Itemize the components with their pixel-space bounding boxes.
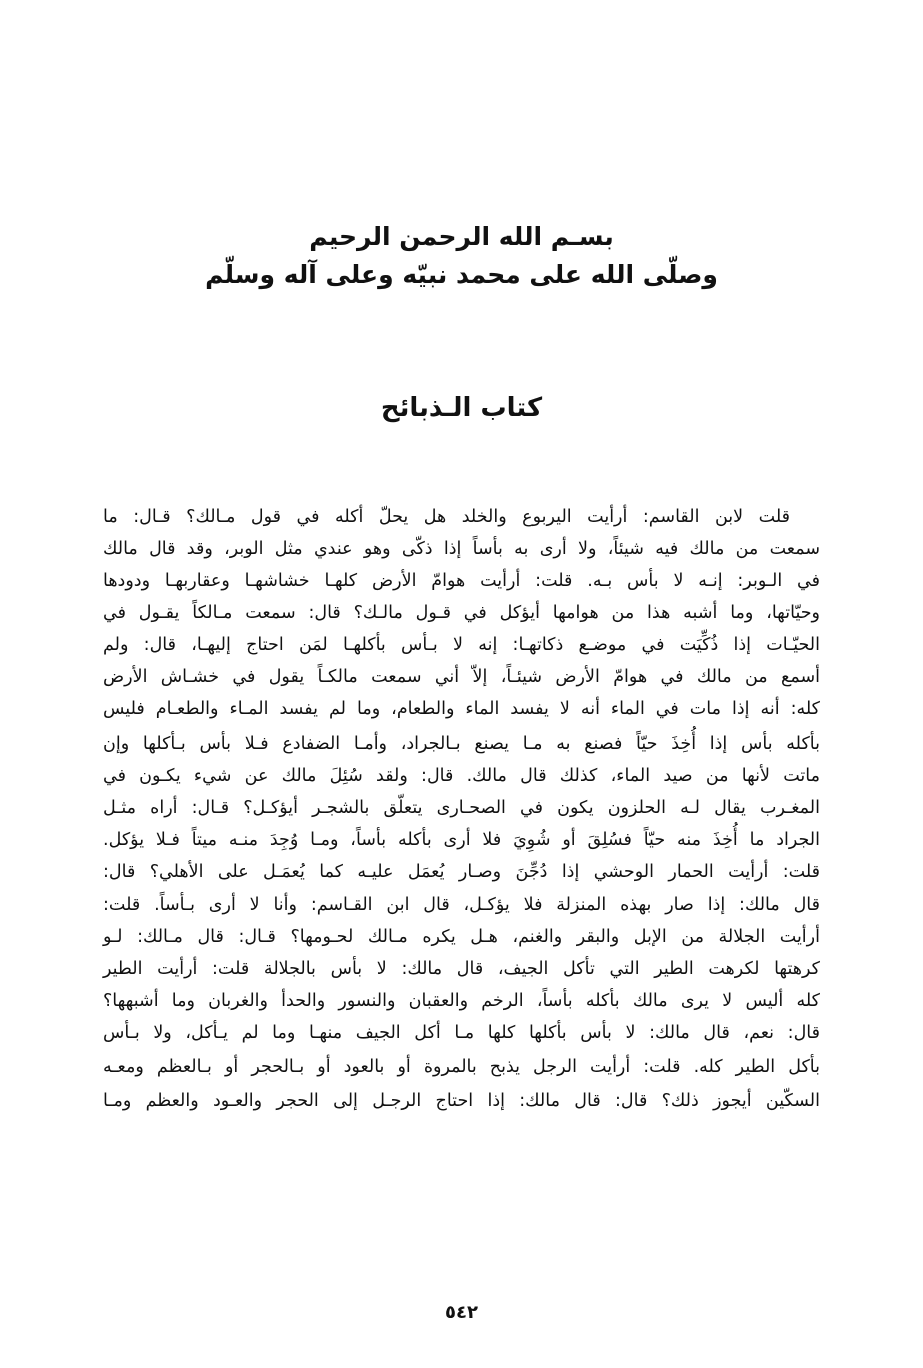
text-line: قلت: أرأيت الحمار الوحشي إذا دُجِّنَ وصـار يُعمَل عليـه كما يُعمَـل على الأهلي؟ قال: xyxy=(103,862,820,882)
text-line: الحيّـات إذا ذُكِّيَت في موضـع ذكاتهـا: إنه لا بـأس بأكلهـا لمَن احتاج إليهـا، قال: ولم xyxy=(103,635,820,655)
chapter-title: كتاب الـذبائح xyxy=(380,393,543,423)
text-line: ماتت لأنها من صيد الماء، كذلك قال مالك. قال: ولقد سُئِلَ مالك عن شيء يكـون في xyxy=(103,766,820,786)
text-line: كله أليس لا يرى مالك بأكله بأساً، الرخم والعقبان والنسور والحدأ والغربان وما أشبهها؟ xyxy=(103,991,820,1011)
text-line: وحيّاتها، وما أشبه هذا من هوامها أيؤكل في قـول مالـك؟ قال: سمعت مـالكاً يقـول في xyxy=(103,603,820,623)
basmala-heading: بسـم الله الرحمن الرحيم xyxy=(309,222,614,251)
text-line: سمعت من مالك فيه شيئاً، ولا أرى به بأساً إذا ذكّى وهو عندي مثل الوبر، وقد قال مالك xyxy=(103,539,820,559)
text-line: قلت لابن القاسم: أرأيت اليربوع والخلد هل يحلّ أكله في قول مـالك؟ قـال: ما xyxy=(103,507,790,527)
text-line: بأكل الطير كله. قلت: أرأيت الرجل يذبح بالمروة أو بالعود أو بـالحجر أو بـالعظم ومعـه xyxy=(103,1057,820,1077)
text-line: الجراد ما أُخِذَ منه حيّاً فسُلِقَ أو شُوِيَ فلا أرى بأكله بأساً، ومـا وُجِدَ منـه ميتاً فـلا يؤكل. xyxy=(103,830,820,850)
salutation-heading: وصلّى الله على محمد نبيّه وعلى آله وسلّم xyxy=(205,260,718,289)
text-line: المغـرب يقال لـه الحلزون يكون في الصحـارى يتعلّق بالشجـر أيؤكـل؟ قـال: أراه مثـل xyxy=(103,798,820,818)
text-line: في الـوبر: إنـه لا بأس بـه. قلت: أرأيت هوامّ الأرض كلهـا خشاشهـا وعقاربهـا ودودها xyxy=(103,571,820,591)
text-line: السكّين أيجوز ذلك؟ قال: قال مالك: إذا احتاج الرجـل إلى الحجر والعـود والعظم ومـا xyxy=(103,1091,820,1111)
text-line: قال مالك: إذا صار بهذه المنزلة فلا يؤكـل، قال ابن القـاسم: وأنا لا أرى بـأساً. قلت: xyxy=(103,895,820,915)
text-line: كله: أنه إذا مات في الماء أنه لا يفسد الماء والطعام، وما لم يفسد المـاء والطعـام فليس xyxy=(103,699,820,719)
page-number: ٥٤٢ xyxy=(445,1302,478,1323)
text-line: بأكله بأس إذا أُخِذَ حيّاً فصنع به مـا يصنع بـالجراد، وأمـا الضفادع فـلا بأس بـأكلها وإن xyxy=(103,734,820,754)
text-line: قال: نعم، قال مالك: لا بأس بأكلها كلها مـا أكل الجيف منهـا وما لم يـأكل، ولا بـأس xyxy=(103,1023,820,1043)
text-line: كرهتها لكرهت الطير التي تأكل الجيف، قال مالك: لا بأس بالجلالة قلت: أرأيت الطير xyxy=(103,959,820,979)
text-line: أرأيت الجلالة من الإبل والبقر والغنم، هـل يكره مـالك لحـومها؟ قـال: قال مـالك: لـو xyxy=(103,927,820,947)
text-line: أسمع من مالك في هوامّ الأرض شيئـاً، إلاّ أني سمعت مالكـاً يقول في خشـاش الأرض xyxy=(103,667,820,687)
